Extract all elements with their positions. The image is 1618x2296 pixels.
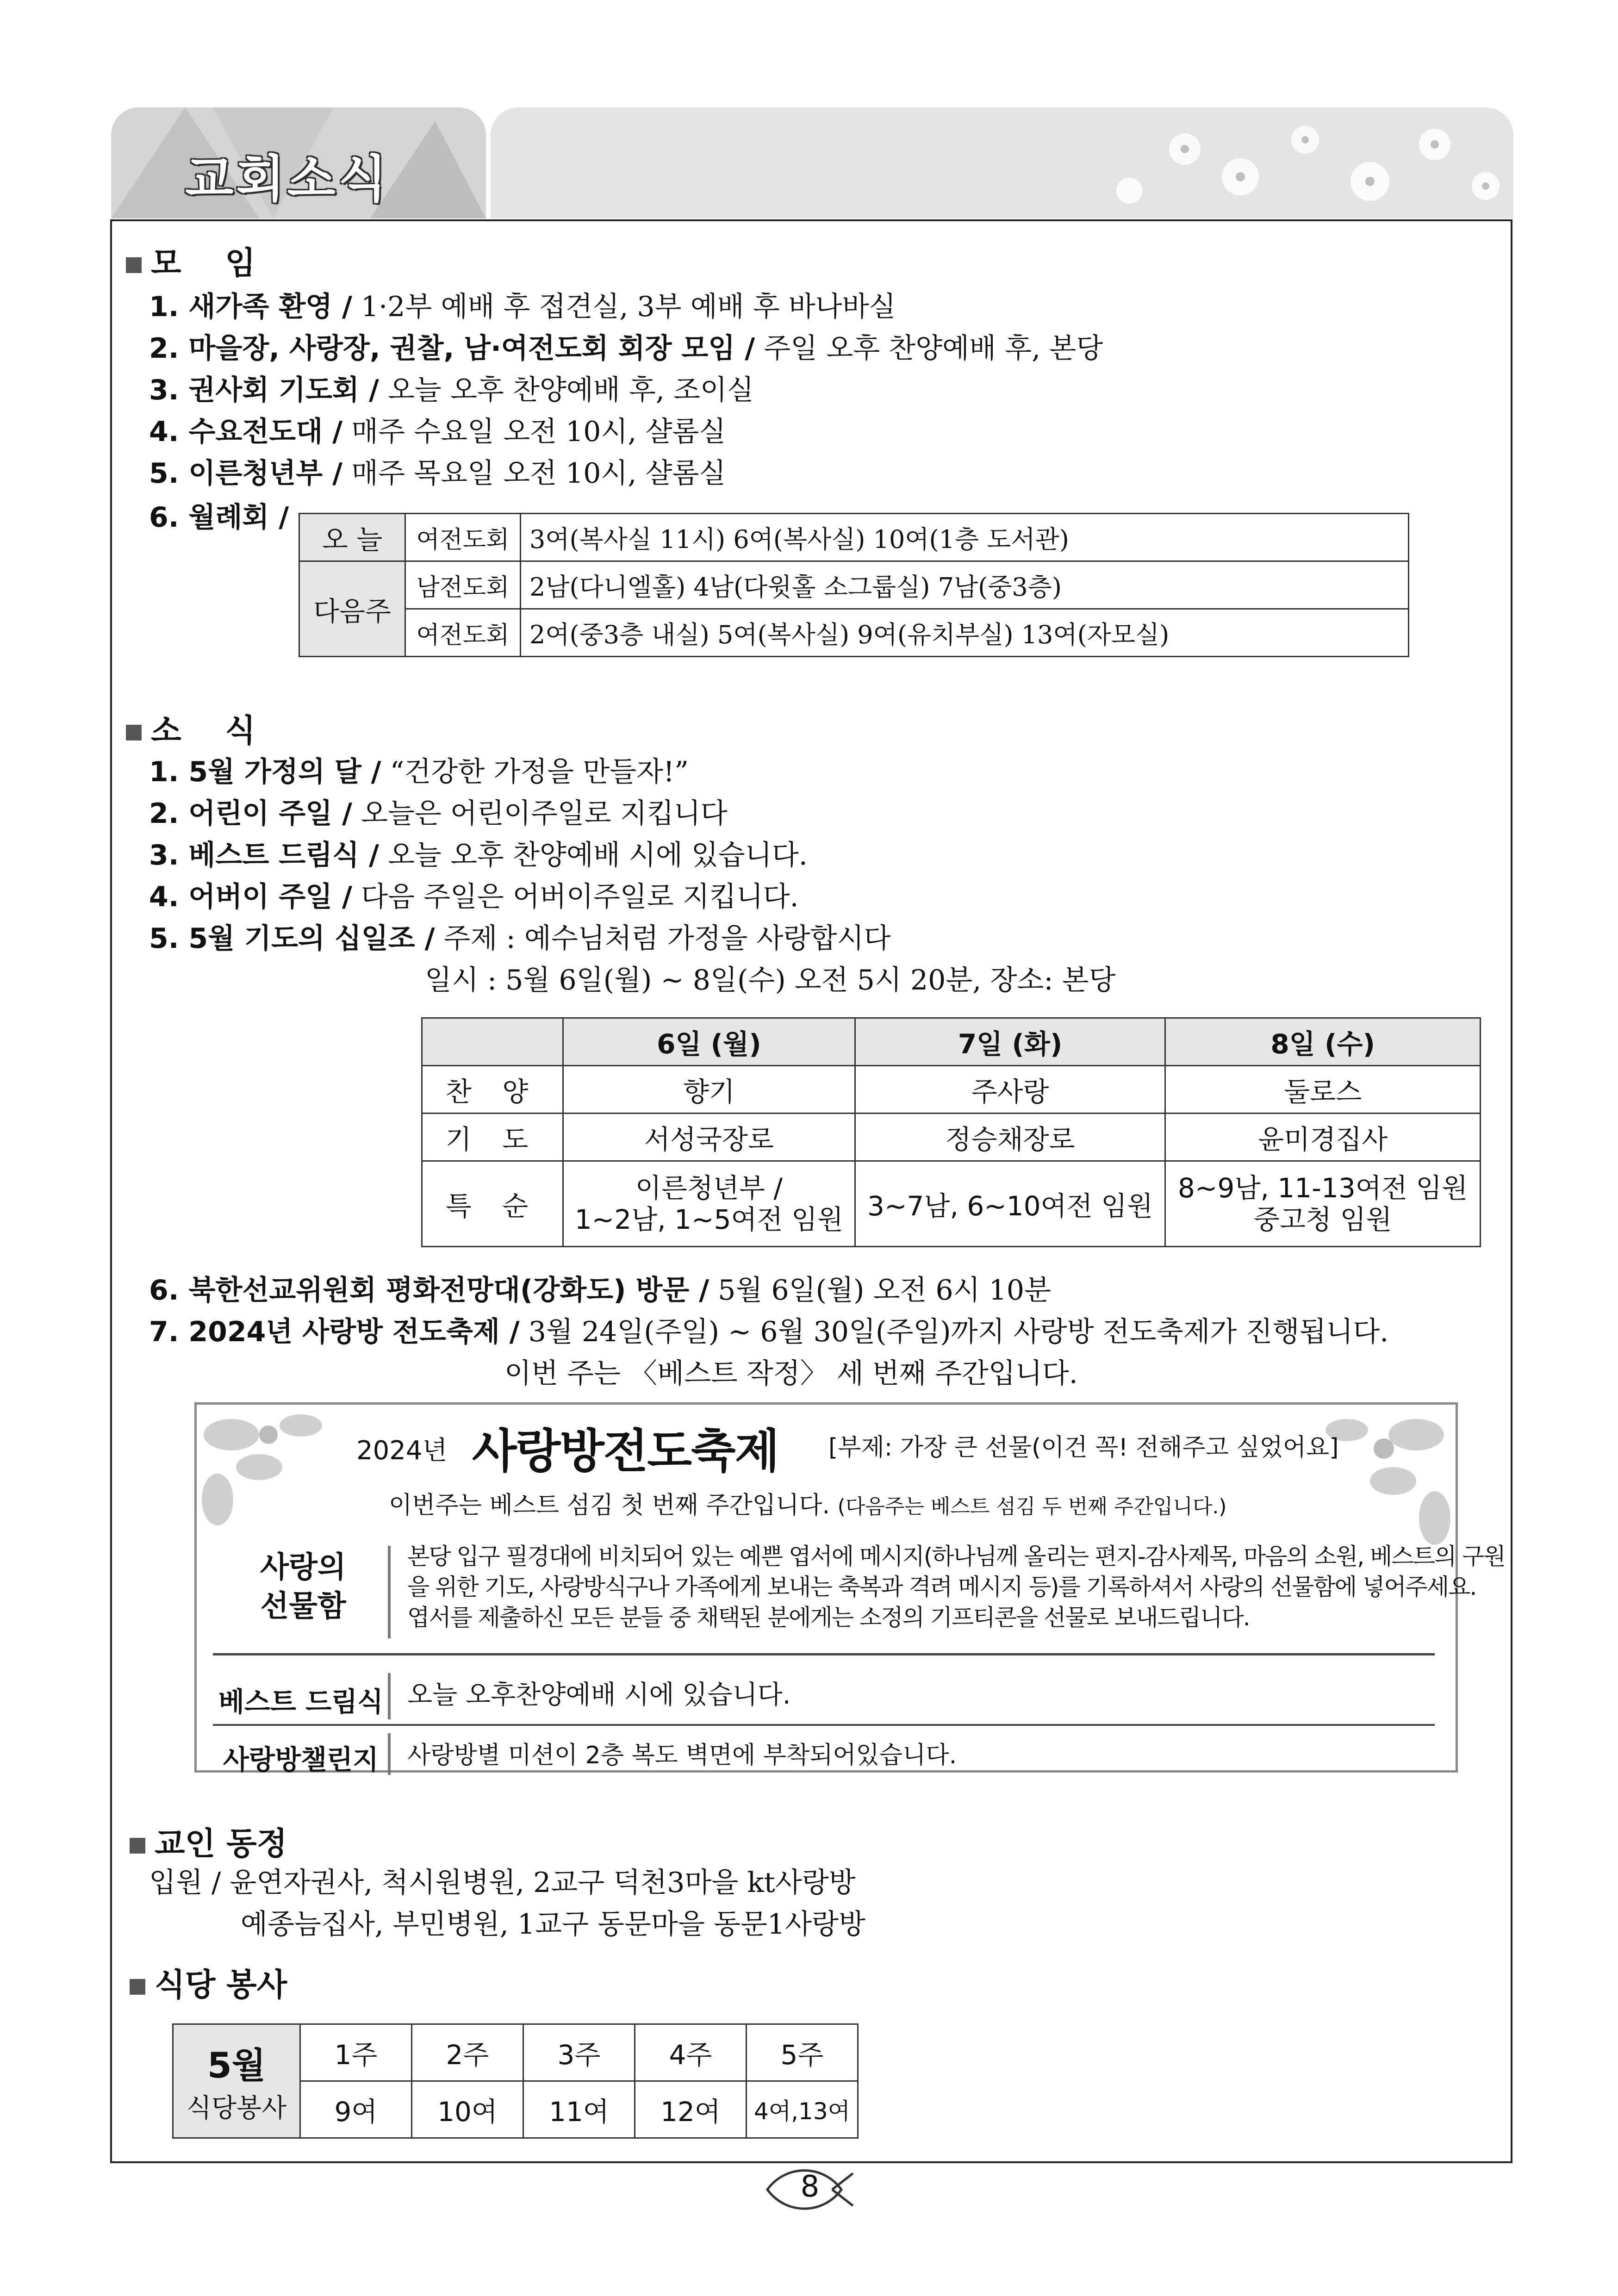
table-row	[422, 1018, 1481, 1066]
table-row	[299, 561, 1409, 609]
row-label: 기 도	[422, 1114, 563, 1161]
today-label: 오 늘	[299, 514, 405, 561]
table-row	[173, 2024, 858, 2081]
table-row	[422, 1161, 1481, 1247]
members-line-2: 예종늠집사, 부민병원, 1교구 동문마을 동문1사랑방	[241, 1908, 865, 1941]
row-label: 특 순	[422, 1161, 563, 1247]
news-item-6: 6. 북한선교위원회 평화전망대(강화도) 방문 / 5월 6일(월) 오전 6시 10분	[149, 1274, 1051, 1307]
day-header: 7일 (화)	[855, 1018, 1165, 1066]
cafeteria-table	[172, 2023, 859, 2139]
square-bullet-icon	[130, 1979, 145, 1995]
group-cell: 4여,13여	[747, 2081, 858, 2138]
group-cell: 11여	[523, 2081, 635, 2138]
table-cell: 3~7남, 6~10여전 임원	[855, 1161, 1165, 1247]
day-header: 8일 (수)	[1165, 1018, 1481, 1066]
meeting-item-6: 6. 월례회 /	[149, 501, 289, 534]
news-item-4: 4. 어버이 주일 / 다음 주일은 어버이주일로 지킵니다.	[149, 881, 799, 913]
news-item-7: 7. 2024년 사랑방 전도축제 / 3월 24일(주일) ~ 6월 30일(주일)까지 사랑방 전도축제가 진행됩니다.	[149, 1316, 1389, 1348]
next-week-label: 다음주	[299, 561, 405, 657]
table-cell: 이른청년부 / 1~2남, 1~5여전 임원	[563, 1161, 855, 1247]
meeting-item-3: 3. 권사회 기도회 / 오늘 오후 찬양예배 후, 조이실	[149, 374, 754, 406]
table-row	[299, 514, 1409, 561]
table-cell: 둘로스	[1165, 1066, 1481, 1114]
cherry-blossom-decoration	[491, 107, 1513, 218]
monthly-meeting-table	[299, 513, 1409, 657]
meeting-item-4: 4. 수요전도대 / 매주 수요일 오전 10시, 샬롬실	[149, 416, 726, 448]
best-dream-label: 베스트 드림식	[218, 1686, 384, 1717]
festival-title: 사랑방전도축제	[472, 1424, 779, 1478]
location-cell: 2여(중3층 내실) 5여(복사실) 9여(유치부실) 13여(자모실)	[521, 609, 1409, 657]
divider	[213, 1724, 1435, 1726]
meeting-item-1: 1. 새가족 환영 / 1·2부 예배 후 접견실, 3부 예배 후 바나바실	[149, 291, 896, 323]
month-cell: 5월 식당봉사	[173, 2024, 300, 2138]
challenge-text: 사랑방별 미션이 2층 복도 벽면에 부착되어있습니다.	[407, 1742, 957, 1769]
divider	[213, 1653, 1435, 1655]
best-dream-text: 오늘 오후찬양예배 시에 있습니다.	[407, 1680, 791, 1710]
prayer-schedule-table	[421, 1017, 1481, 1247]
week-header: 1주	[300, 2024, 412, 2081]
table-cell: 정승채장로	[855, 1114, 1165, 1161]
square-bullet-icon	[126, 725, 142, 740]
table-cell: 8~9남, 11-13여전 임원 중고청 임원	[1165, 1161, 1481, 1247]
group-cell: 남전도회	[405, 561, 521, 609]
group-cell: 여전도회	[405, 609, 521, 657]
news-item-5-schedule: 일시 : 5월 6일(월) ~ 8일(수) 오전 5시 20분, 장소: 본당	[425, 964, 1116, 996]
week-header: 2주	[412, 2024, 523, 2081]
divider	[388, 1733, 391, 1775]
table-cell: 윤미경집사	[1165, 1114, 1481, 1161]
table-row	[422, 1114, 1481, 1161]
day-header: 6일 (월)	[563, 1018, 855, 1066]
news-item-7-note: 이번 주는 〈베스트 작정〉 세 번째 주간입니다.	[504, 1357, 1078, 1390]
meeting-item-2: 2. 마을장, 사랑장, 권찰, 남·여전도회 회장 모임 / 주일 오후 찬양예배 후, 본당	[149, 332, 1103, 365]
members-heading: 교인 동정	[130, 1819, 287, 1864]
news-item-1: 1. 5월 가정의 달 / “건강한 가정을 만들자!”	[149, 756, 689, 788]
news-heading: 소 식	[126, 706, 255, 751]
group-cell: 10여	[412, 2081, 523, 2138]
page-number: 8	[800, 2170, 820, 2204]
table-cell: 향기	[563, 1066, 855, 1114]
gift-box-text: 본당 입구 필경대에 비치되어 있는 예쁜 엽서에 메시지(하나님께 올리는 편지-감사제목, 마음의 소원, 베스트의 구원 을 위한 기도, 사랑방식구나 가족에게 보내는 축복과 격려 메시지 등)를 기록하셔서 사랑의 선물함에 넣어주세요. 엽서를 제출하신 모든 분들 중 채택된 분에게는 소정의 기프티콘을 선물로 보내드립니다.	[407, 1543, 1505, 1631]
location-cell: 3여(복사실 11시) 6여(복사실) 10여(1층 도서관)	[521, 514, 1409, 561]
location-cell: 2남(다니엘홀) 4남(다윗홀 소그룹실) 7남(중3층)	[521, 561, 1409, 609]
row-label: 찬 양	[422, 1066, 563, 1114]
cafeteria-heading: 식당 봉사	[130, 1960, 287, 2005]
news-item-3: 3. 베스트 드림식 / 오늘 오후 찬양예배 시에 있습니다.	[149, 839, 808, 871]
table-cell: 서성국장로	[563, 1114, 855, 1161]
news-item-5: 5. 5월 기도의 십일조 / 주제 : 예수님처럼 가정을 사랑합시다	[149, 922, 891, 955]
news-item-2: 2. 어린이 주일 / 오늘은 어린이주일로 지킵니다	[149, 797, 728, 830]
festival-week-note: 이번주는 베스트 섬김 첫 번째 주간입니다. (다음주는 베스트 섬김 두 번째 주간입니다.)	[389, 1492, 1227, 1519]
table-row	[422, 1066, 1481, 1114]
gift-box-label: 사랑의 선물함	[260, 1550, 346, 1624]
square-bullet-icon	[126, 257, 142, 273]
divider	[388, 1546, 391, 1638]
challenge-label: 사랑방챌린지	[223, 1744, 379, 1775]
festival-subtitle: [부제: 가장 큰 선물(이건 꼭! 전해주고 싶었어요]	[828, 1434, 1339, 1462]
group-cell: 여전도회	[405, 514, 521, 561]
table-row	[299, 609, 1409, 657]
group-cell: 12여	[635, 2081, 747, 2138]
members-line-1: 입원 / 윤연자권사, 척시원병원, 2교구 덕천3마을 kt사랑방	[149, 1867, 856, 1899]
square-bullet-icon	[130, 1838, 145, 1854]
festival-year: 2024년	[356, 1436, 448, 1466]
week-header: 4주	[635, 2024, 747, 2081]
meeting-item-5: 5. 이른청년부 / 매주 목요일 오전 10시, 샬롬실	[149, 457, 726, 490]
week-header: 3주	[523, 2024, 635, 2081]
divider	[388, 1673, 391, 1719]
corner-cell	[422, 1018, 563, 1066]
header-band	[491, 107, 1513, 218]
section-title: 교회소식	[185, 150, 390, 208]
table-cell: 주사랑	[855, 1066, 1165, 1114]
week-header: 5주	[747, 2024, 858, 2081]
group-cell: 9여	[300, 2081, 412, 2138]
meetings-heading: 모 임	[126, 238, 255, 283]
